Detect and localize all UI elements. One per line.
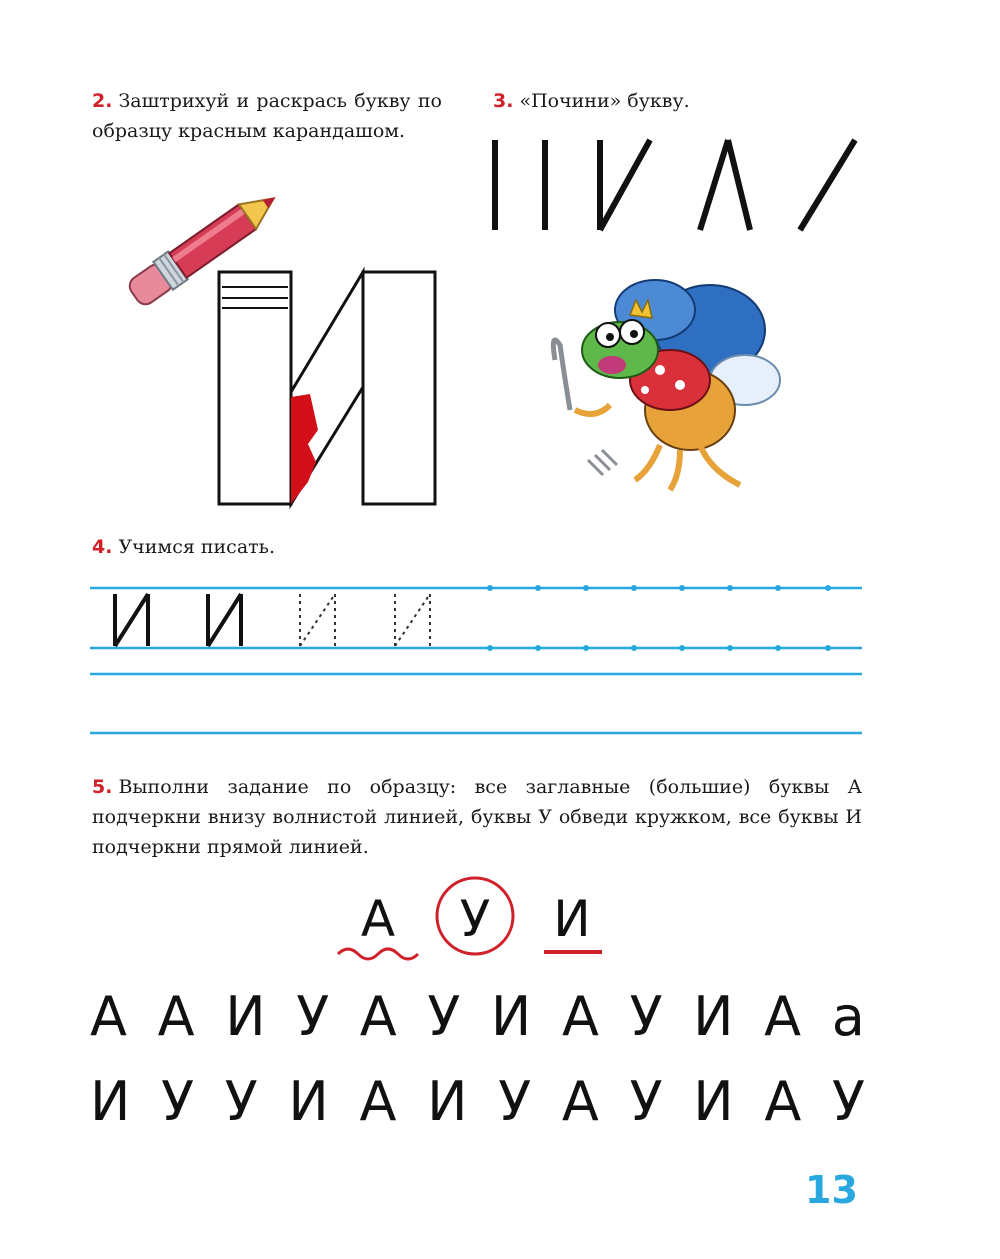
row2-letter: И <box>288 1070 329 1133</box>
letter-i-coloring-figure <box>210 262 450 512</box>
task-3-number: 3. <box>493 90 514 112</box>
row1-letter: А <box>157 985 195 1048</box>
row1-letter: а <box>831 985 865 1048</box>
row1-letter: А <box>359 985 397 1048</box>
row1-letter: И <box>225 985 266 1048</box>
task-4-instruction <box>92 532 492 562</box>
row2-letter: И <box>90 1070 131 1133</box>
row1-letter: И <box>693 985 734 1048</box>
task-4-number: 4. <box>92 536 113 558</box>
task-4-text: Учимся писать. <box>118 536 276 558</box>
sample-letter-a: А <box>360 890 396 948</box>
sample-letter-i: И <box>553 890 591 948</box>
row2-letter: У <box>498 1070 532 1133</box>
row2-letter: У <box>161 1070 195 1133</box>
task-3-instruction <box>493 86 893 116</box>
row2-letter: А <box>359 1070 397 1133</box>
row2-letter: У <box>629 1070 663 1133</box>
row1-letter: У <box>427 985 461 1048</box>
task-3-text: «Почини» букву. <box>519 90 690 112</box>
task-2-text: Заштрихуй и раскрась букву по образцу красным карандашом. <box>92 90 442 142</box>
page-number: 13 <box>805 1168 858 1212</box>
task-5-number: 5. <box>92 776 113 798</box>
task-5-text: Выполни задание по образцу: все заглавные (большие) буквы А подчеркни внизу волнистой линией, буквы У обведи кружком, все буквы И подчеркни прямой линией. <box>92 776 862 858</box>
sample-letter-u: У <box>459 890 491 948</box>
row2-letter: И <box>693 1070 734 1133</box>
row1-letter: И <box>490 985 532 1048</box>
row1-letter: А <box>561 985 599 1048</box>
row2-letter: У <box>832 1070 865 1133</box>
task-5-instruction <box>92 772 862 862</box>
task-2-number: 2. <box>92 90 113 112</box>
row2-letter: У <box>224 1070 258 1133</box>
letter-row-1 <box>90 985 865 1048</box>
row2-letter: И <box>427 1070 468 1133</box>
task-2-instruction <box>92 86 442 146</box>
sample-markings <box>330 868 620 968</box>
row1-letter: А <box>764 985 802 1048</box>
row2-letter: А <box>561 1070 599 1133</box>
writing-practice-lines <box>90 578 865 743</box>
row1-letter: А <box>90 985 127 1048</box>
bug-illustration <box>540 270 785 500</box>
letter-row-2 <box>90 1070 865 1133</box>
row2-letter: А <box>764 1070 802 1133</box>
broken-letter-strokes <box>480 135 870 235</box>
row1-letter: У <box>296 985 330 1048</box>
row1-letter: У <box>629 985 663 1048</box>
